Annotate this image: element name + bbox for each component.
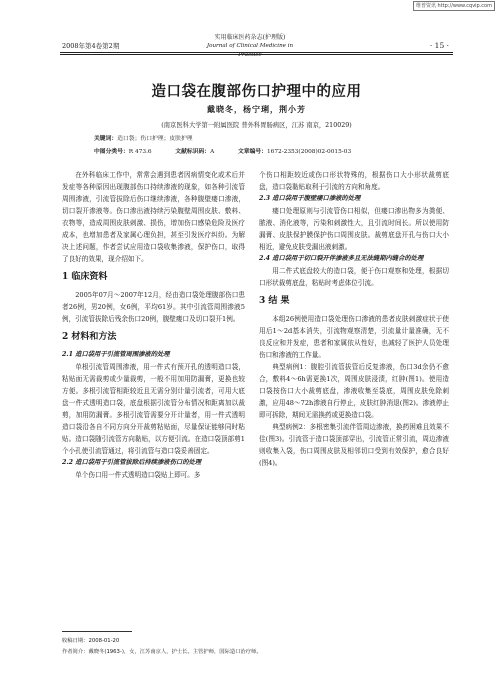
header-rule — [60, 52, 453, 53]
subsection-2-1-text: 单根引流管周围渗液，用一件式有预开孔的透明造口袋，粘贴面无需裁剪或少量裁剪，一般不用加用防漏膏，更换也较方便。多根引流管相距较近且无需分别计量引流者，可用大底盘一件式透明造口袋，底盘根据引流管分布情况和距离加以裁剪，加用防漏膏。多根引流管需要分开计量者，用一件式透明造口袋沿各自不同方向分开裁剪粘贴面，尽量保证能够同时粘贴。造口袋随引流管方向黏贴，以方便引流。在造口袋顶部剪1个小孔使引流管通过，将引流管与造口袋妥善固定。 — [62, 363, 245, 455]
authors: 戴晓冬，杨宁琍，荆小芳 — [207, 104, 306, 114]
doc-code-label: 文献标识码： — [175, 149, 211, 155]
subsection-2-3-heading: 2.3 造口袋用于腹壁瘘口渗液的处理 — [259, 195, 361, 202]
watermark-stamp: 维普资讯 http://www.cqvip.com — [413, 1, 495, 11]
subsection-2-1-heading: 2.1 造口袋用于引流管周围渗液的处理 — [62, 351, 170, 358]
intro-paragraph: 在外科临床工作中，常常会遇到患者因病情变化或术后并发症等各种原因出现腹部伤口持续渗液的现象，如各种引流管周围渗液，引流管拔除后伤口继续渗液，各种腹壁瘘口渗液，切口裂开渗液等。伤口渗出液持续污染腹壁周围皮肤、敷料、衣物等，造成周围皮肤刺激、损伤，增加伤口感染危险及医疗成本，也增加患者及家属心理负担，甚至引发医疗纠纷。为解决上述问题，作者尝试应用造口袋收集渗液，保护伤口，取得了良好的效果，现介绍如下。 — [62, 171, 245, 263]
subsection-2-2-heading: 2.2 造口袋用于引流管拔除后持续渗液伤口的处理 — [62, 459, 202, 466]
classification-line — [94, 146, 351, 155]
subsection-2-4-heading: 2.4 造口袋用于切口裂开伴渗液多且无法缝期内缝合的处理 — [259, 255, 424, 262]
keywords: 造口袋；伤口护理；皮肤护理 — [117, 136, 193, 142]
subsection-2-2-text: 单个伤口用一件式透明造口袋贴上即可。多 — [75, 471, 201, 479]
received-date: 收稿日期：2008-01-20 — [62, 638, 120, 644]
article-no-value: 1672-2353(2008)02-0015-03 — [266, 149, 352, 155]
keywords-line — [94, 133, 193, 142]
results-case-1: 典型病例1：腹腔引流管拔管后反复渗液，伤口3d余仍不愈合，敷料4～6h需更换1次，周围皮肤浸渍，红肿(图1)。使用造口袋按伤口大小裁剪底盘，渗液收集至袋底，周围皮肤免除刺激，应用48～72h渗液自行停止，皮肤红肿消退(图2)。渗液停止即可拆除，期间无需换药或更换造口袋。 — [259, 363, 449, 419]
subsection-2-3-text: 瘘口处理原则与引流管伤口相似，但瘘口渗出物多为粪便、脓液、消化液等，污染和刺激性大，且引流时间长。所以使用防漏膏、皮肤保护膜保护伤口周围皮肤。裁剪底盘开孔与伤口大小相近，避免皮肤受漏出液刺激。 — [259, 207, 449, 251]
section-1-text: 2005年07月～2007年12月，经由造口袋处理腹部伤口患者26例，男20例，女6例，平均61岁。其中引流管周围渗液5例，引流管拔除后残余伤口20例，腹壁瘘口及切口裂开1例。 — [62, 291, 245, 323]
journal-name-en: Journal of Clinical Medicine in Practice — [206, 43, 294, 58]
section-1-heading: 1 临床资料 — [62, 272, 108, 282]
section-2-heading: 2 材料和方法 — [62, 332, 117, 342]
clc-value: R 473.6 — [128, 149, 152, 155]
article-no-label: 文章编号： — [237, 149, 267, 155]
author-bio: 作者简介：戴晓冬(1963-)，女，江苏南京人，护士长。主管护师，国际造口治疗师。 — [62, 649, 262, 655]
journal-header — [195, 33, 305, 60]
continued-paragraph: 个伤口相距较近或伤口形状特殊的，根据伤口大小形状裁剪底盘，造口袋黏贴取利于引流的方向和角度。 — [259, 171, 449, 191]
subsection-2-4-text: 用二件式底盘较大的造口袋，便于伤口观察和处理，根据切口形状裁剪底盘，粘贴时考虑体位引流。 — [259, 267, 449, 287]
affiliation: (南京医科大学第一附属医院 普外科胃肠病区，江苏 南京，210029) — [161, 122, 352, 129]
journal-name-cn: 实用临床医药杂志(护理版) — [214, 34, 286, 41]
header-rule-thin — [60, 54, 453, 55]
doc-code-value: A — [210, 149, 215, 155]
keywords-label: 关键词： — [94, 136, 118, 142]
results-paragraph-1: 本组26例使用造口袋处理伤口渗液的患者皮肤刺激症状于使用后1～2d基本消失，引流物观察清楚，引流量计量准确，无不良反应和并发症，患者和家属依从性好，也减轻了医护人员处理伤口和渗液的工作量。 — [259, 315, 449, 359]
section-3-heading: 3 结 果 — [259, 296, 290, 306]
footnote-rule — [62, 631, 132, 632]
article-title: 造口袋在腹部伤口护理中的应用 — [151, 83, 362, 100]
results-case-2: 典型病例2：多根密集引流伴管周边渗液，换药困难且效果不佳(图3)。引流管于造口袋顶部穿出，引流管正常引流，周边渗液则收集入袋，伤口周围皮肤及相邻切口受到有效保护，愈合良好(图4)。 — [259, 423, 449, 467]
left-column — [62, 169, 245, 481]
right-column — [259, 169, 449, 469]
issue-info: 2008年第4卷第2期 — [62, 42, 120, 50]
page-number: · 15 · — [429, 41, 449, 50]
clc-label: 中图分类号： — [94, 149, 129, 155]
